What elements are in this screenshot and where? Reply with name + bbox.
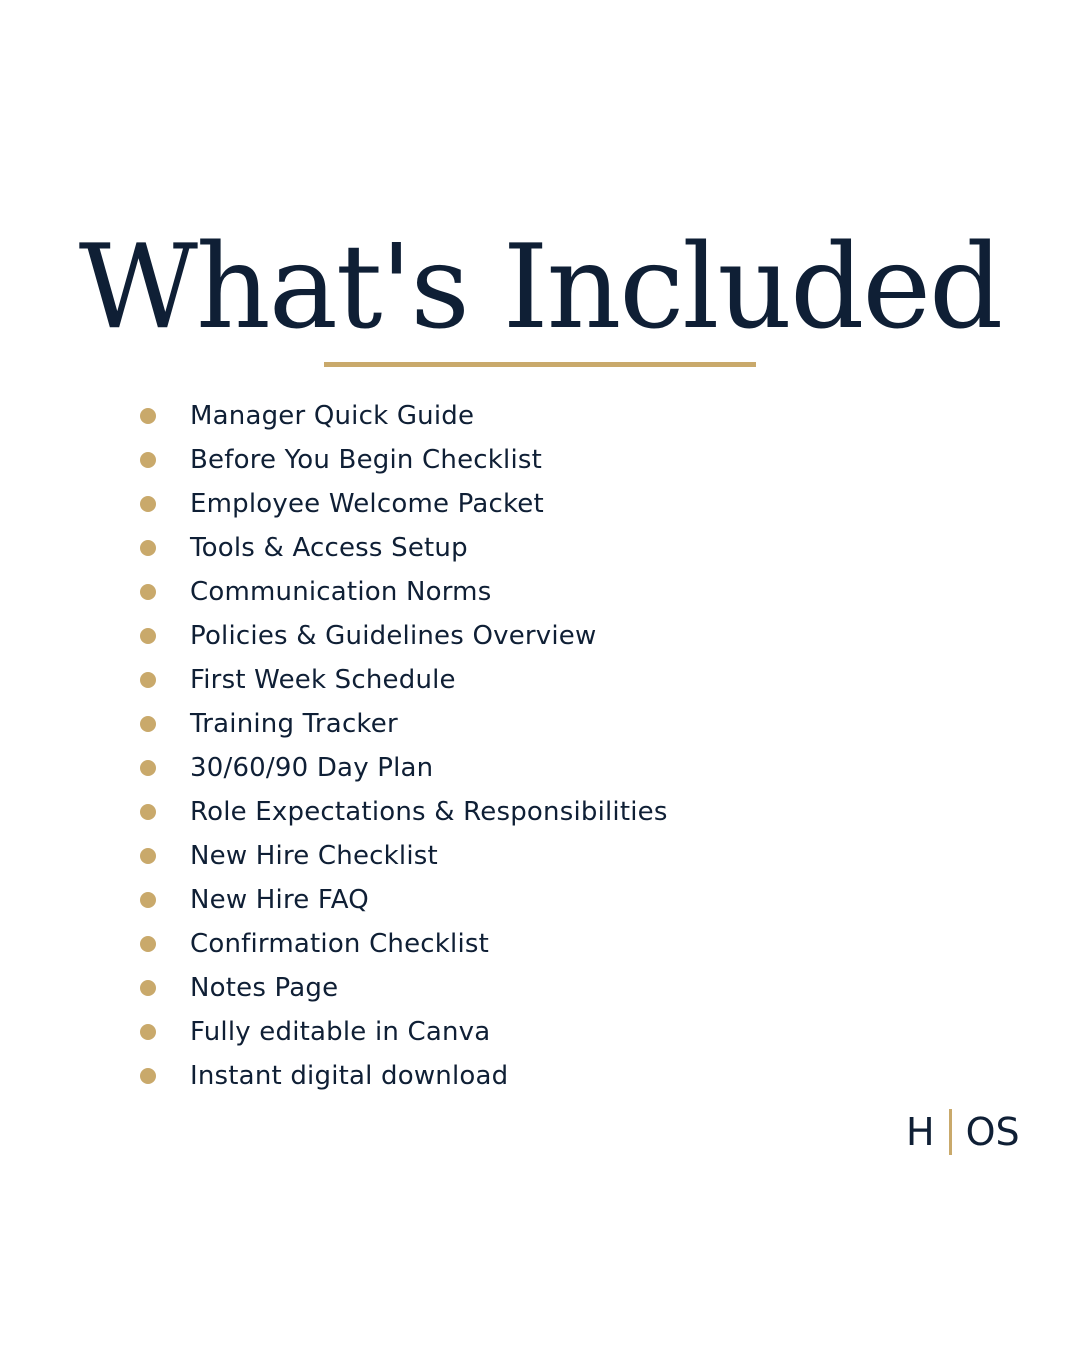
list-item-label: Role Expectations & Responsibilities: [190, 797, 668, 827]
bullet-dot-icon: [140, 540, 156, 556]
list-item-label: Training Tracker: [190, 709, 398, 739]
bullet-dot-icon: [140, 1068, 156, 1084]
list-item-label: First Week Schedule: [190, 665, 456, 695]
bullet-dot-icon: [140, 804, 156, 820]
list-item: [140, 394, 668, 438]
list-item: [140, 878, 668, 922]
list-item: [140, 658, 668, 702]
list-item: [140, 614, 668, 658]
bullet-dot-icon: [140, 716, 156, 732]
title-underline: [324, 362, 756, 367]
list-item: [140, 702, 668, 746]
list-item-label: Employee Welcome Packet: [190, 489, 544, 519]
page-title: What's Included: [78, 220, 1002, 355]
list-item: [140, 526, 668, 570]
list-item: [140, 746, 668, 790]
bullet-dot-icon: [140, 496, 156, 512]
list-item-label: New Hire FAQ: [190, 885, 369, 915]
bullet-dot-icon: [140, 628, 156, 644]
logo-letters-os: OS: [965, 1110, 1020, 1154]
list-item-label: New Hire Checklist: [190, 841, 438, 871]
list-item: [140, 482, 668, 526]
list-item-label: Notes Page: [190, 973, 339, 1003]
included-items-list: [140, 394, 668, 1098]
bullet-dot-icon: [140, 848, 156, 864]
list-item: [140, 966, 668, 1010]
bullet-dot-icon: [140, 980, 156, 996]
logo-letter-h: H: [906, 1110, 935, 1154]
list-item-label: Manager Quick Guide: [190, 401, 475, 431]
list-item: [140, 1054, 668, 1098]
bullet-dot-icon: [140, 1024, 156, 1040]
logo-divider: [949, 1109, 952, 1155]
list-item: [140, 922, 668, 966]
bullet-dot-icon: [140, 452, 156, 468]
list-item-label: 30/60/90 Day Plan: [190, 753, 434, 783]
bullet-dot-icon: [140, 892, 156, 908]
brand-logo: [906, 1108, 1020, 1156]
list-item-label: Fully editable in Canva: [190, 1017, 491, 1047]
list-item-label: Communication Norms: [190, 577, 492, 607]
list-item: [140, 790, 668, 834]
list-item-label: Policies & Guidelines Overview: [190, 621, 597, 651]
list-item-label: Instant digital download: [190, 1061, 509, 1091]
list-item: [140, 438, 668, 482]
bullet-dot-icon: [140, 760, 156, 776]
bullet-dot-icon: [140, 584, 156, 600]
list-item: [140, 834, 668, 878]
bullet-dot-icon: [140, 408, 156, 424]
list-item-label: Tools & Access Setup: [190, 533, 468, 563]
list-item-label: Confirmation Checklist: [190, 929, 490, 959]
list-item: [140, 570, 668, 614]
list-item: [140, 1010, 668, 1054]
bullet-dot-icon: [140, 672, 156, 688]
list-item-label: Before You Begin Checklist: [190, 445, 543, 475]
bullet-dot-icon: [140, 936, 156, 952]
